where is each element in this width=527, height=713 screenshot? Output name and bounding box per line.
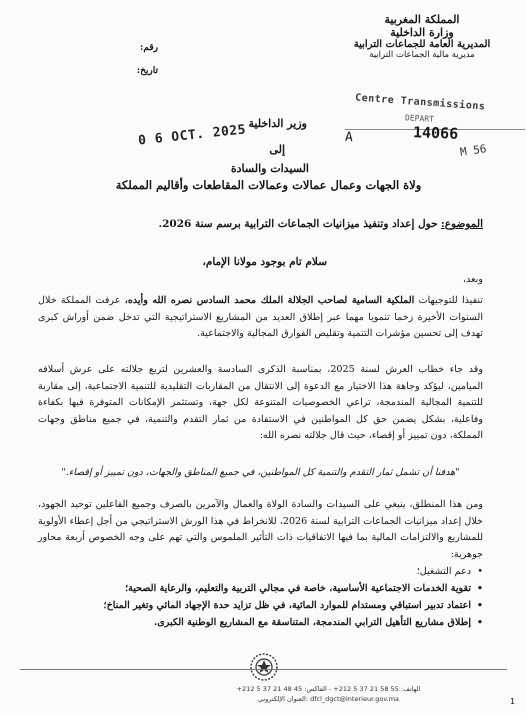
- paragraph-1-body: عرفت المملكة خلال السنوات الأخيرة زخما تنمويا مهما عبر إطلاق العديد من المشاريع الاستراتيجية التي تدخل ضمن أوراش كبرى تهدف إلى تحسين مؤشرات التنمية وتقليص الفوارق المجالية والاجتماعية.: [38, 295, 483, 339]
- list-item: • اعتماد تدبير استباقي ومستدام للموارد المائية، في ظل تزايد حدة الإجهاد المائي وتغير المناخ؛: [103, 600, 483, 611]
- paragraph-1-intro: تنفيذا للتوجيهات: [418, 295, 483, 306]
- stamp-number-prefix: A: [344, 129, 354, 146]
- subject-text: حول إعداد وتنفيذ ميزانيات الجماعات الترابية برسم سنة 2026.: [158, 218, 438, 230]
- date-label: تاريخ:: [136, 66, 158, 76]
- stamp-handwritten-number: M 56: [459, 142, 488, 159]
- letterhead-kingdom: المملكة المغربية: [384, 13, 460, 26]
- reference-label: رقم:: [140, 43, 158, 53]
- letterhead-division: مديرية مالية الجماعات الترابية: [369, 49, 475, 60]
- sender-title: وزير الداخلية: [248, 117, 307, 130]
- paragraph-1-royal-reference: الملكية السامية لصاحب الجلالة الملك محمد السادس نصره الله وأيده،: [124, 295, 415, 306]
- stamp-title: Centre Transmissions: [354, 92, 486, 113]
- letterhead-ministry: وزارة الداخلية: [390, 25, 454, 39]
- greeting: سلام تام بوجود مولانا الإمام،: [202, 256, 327, 268]
- list-item: • تقوية الخدمات الاجتماعية الأساسية، خاصة في مجالي التربية والتعليم، والرعاية الصحية؛: [125, 583, 483, 594]
- footer-divider: [20, 669, 507, 670]
- royal-quote: "هدفنا أن تشمل ثمار التقدم والتنمية كل المواطنين، في جميع المناطق والجهات، دون تمييز أو إقصاء.": [61, 467, 460, 478]
- to-label: إلى: [269, 143, 285, 156]
- transmission-stamp: [305, 92, 505, 164]
- footer-contact-phone: الهاتف: 55 58 21 37 5 212+ - الفاكس: 45 48 21 37 5 212+: [236, 685, 421, 693]
- subject-label: الموضوع:: [440, 218, 483, 230]
- addressee-line1: السيدات والسادة: [230, 162, 309, 175]
- list-item: • إطلاق مشاريع التأهيل الترابي المندمجة، المتناسقة مع المشاريع الوطنية الكبرى.: [153, 617, 483, 628]
- ministry-emblem-icon: [249, 652, 279, 682]
- page-number: 1: [510, 697, 516, 706]
- letterhead: [327, 14, 517, 61]
- letterhead-directorate: المديرية العامة للجماعات الترابية: [353, 39, 491, 51]
- paragraph-2-end: جلالته نصره الله:: [259, 430, 327, 441]
- date-stamp: 0 6 OCT. 2025: [137, 122, 247, 149]
- paragraph-2-body: وقد جاء خطاب العرش لسنة 2025، بمناسبة الذكرى السادسة والعشرين لتربع جلالته على عرش أسلافه الميامين، ليؤكد وجاهة هذا الاختيار مع الدعوة إلى الانتقال من المقاربات التقليدية للتنمية الاجتماعية، إلى مقاربة للتنمية المجالية المندمجة، تراعي الخصوصيات المتنوعة لكل جهة، وتستثمر الإمكانات المتوفرة فيها بكفاءة وفاعلية، بشكل يضمن حق كل المواطنين في الاستفادة من ثمار التقدم والتنمية، في جميع مناطق وجهات المملكة، دون تمييز أو إقصاء، حيث قال: [38, 364, 483, 441]
- paragraph-2: [38, 362, 483, 445]
- and-after: وبعد،: [462, 274, 483, 285]
- list-item: • دعم التشغيل؛: [416, 566, 483, 577]
- priority-axes-list: [60, 563, 483, 631]
- subject-line: [60, 218, 483, 230]
- paragraph-3: ومن هذا المنطلق، ينبغي على السيدات والسادة الولاة والعمال والآمرين بالصرف وجميع الفاعلين توحيد الجهود، خلال إعداد ميزانيات الجماعات الترابية لسنة 2026، للانخراط في هذا الورش الاستراتيجي من أجل إعطاء الأولوية للمشاريع والالتزامات المالية بما فيها الاتفاقيات ذات التأثير الملموس والتي تهم على وجه الخصوص أربعة محاور جوهرية:: [38, 499, 483, 560]
- stamp-number: 14066: [412, 123, 459, 143]
- addressee-line2: ولاة الجهات وعمال عمالات وعمالات المقاطعات وأقاليم المملكة: [115, 178, 422, 192]
- stamp-subtitle: DEPART: [404, 113, 435, 124]
- paragraph-1: [38, 293, 483, 343]
- footer-contact-email: العنوان الإلكتروني: dfcl_dgct@interieur.gov.ma: [257, 695, 400, 703]
